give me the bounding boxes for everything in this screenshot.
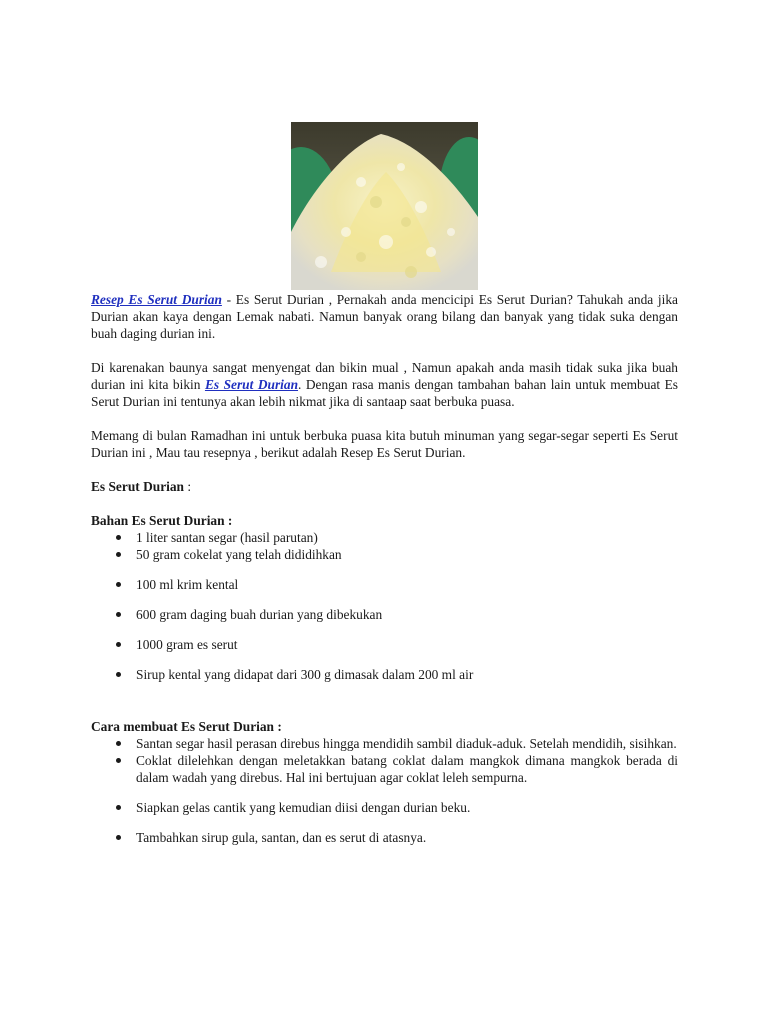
es-serut-durian-link[interactable]: Es Serut Durian xyxy=(204,377,299,392)
article-body xyxy=(91,291,678,846)
recipe-title-colon: : xyxy=(184,479,192,494)
second-paragraph-after: . Dengan rasa manis dengan tambahan bahan lain untuk membuat Es Serut Durian ini tentunya akan lebih nikmat jika di santaap saat berbuka puasa. xyxy=(91,377,678,409)
ingredient-item: Sirup kental yang didapat dari 300 g dimasak dalam 200 ml air xyxy=(91,666,678,683)
intro-paragraph xyxy=(91,291,678,342)
method-step: Santan segar hasil perasan direbus hingga mendidih sambil diaduk-aduk. Setelah mendidih, sisihkan. xyxy=(91,735,678,752)
recipe-link[interactable]: Resep Es Serut Durian xyxy=(91,292,222,307)
method-step: Coklat dilelehkan dengan meletakkan batang coklat dalam mangkok dimana mangkok berada di dalam wadah yang direbus. Hal ini bertujuan agar coklat leleh sempurna. xyxy=(91,752,678,786)
durian-shaved-ice-photo xyxy=(291,122,478,290)
third-paragraph: Memang di bulan Ramadhan ini untuk berbuka puasa kita butuh minuman yang segar-segar seperti Es Serut Durian ini , Mau tau resepnya , berikut adalah Resep Es Serut Durian. xyxy=(91,428,678,460)
ingredient-item: 50 gram cokelat yang telah dididihkan xyxy=(91,546,678,563)
method-list xyxy=(91,735,678,846)
recipe-title-bold: Es Serut Durian xyxy=(91,479,185,494)
ingredient-item: 1000 gram es serut xyxy=(91,636,678,653)
ingredient-item: 100 ml krim kental xyxy=(91,576,678,593)
ingredient-item: 600 gram daging buah durian yang dibekukan xyxy=(91,606,678,623)
ingredients-list xyxy=(91,529,678,683)
method-step: Tambahkan sirup gula, santan, dan es serut di atasnya. xyxy=(91,829,678,846)
ingredient-item: 1 liter santan segar (hasil parutan) xyxy=(91,529,678,546)
method-heading: Cara membuat Es Serut Durian : xyxy=(91,719,282,734)
second-paragraph-before: Di karenakan baunya sangat menyengat dan bikin mual , Namun apakah anda masih tidak suka jika buah durian ini kita bikin xyxy=(91,360,678,392)
recipe-title xyxy=(91,478,678,495)
ingredients-heading: Bahan Es Serut Durian : xyxy=(91,513,233,528)
method-step: Siapkan gelas cantik yang kemudian diisi dengan durian beku. xyxy=(91,799,678,816)
second-paragraph xyxy=(91,359,678,410)
intro-text: - Es Serut Durian , Pernakah anda mencicipi Es Serut Durian? Tahukah anda jika Durian akan kaya dengan Lemak nabati. Namun banyak orang bilang dan banyak yang tidak suka dengan buah daging durian ini. xyxy=(91,292,678,341)
